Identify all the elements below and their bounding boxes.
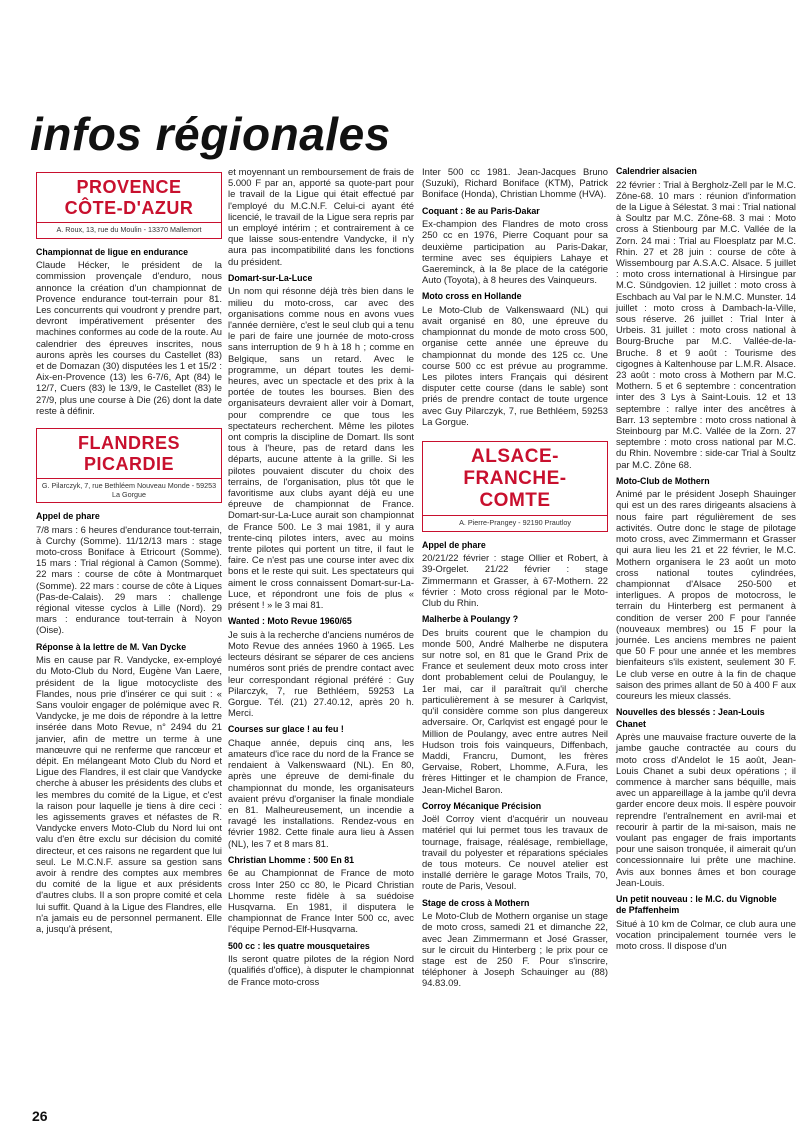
article-heading: Corroy Mécanique Précision [422,800,542,812]
article-heading: Courses sur glace ! au feu ! [228,724,344,736]
article-body: Chaque année, depuis cinq ans, les amateurs d'ice race du nord de la France se rendaient à Valkenswaard (NL). En 80, après une épreuve de demi-finale du championnat du monde, les organisateurs avaient prévu d'organiser la finale mondiale en 81. Malheureusement, un incendie a ravagé les installations. Rendez-vous en février 1982. Cette finale aura lieu à Assen (NL), les 7 et 8 mars 81. [228,736,414,849]
article-heading: Malherbe à Poulangy ? [422,614,519,626]
article-body: Inter 500 cc 1981. Jean-Jacques Bruno (Suzuki), Richard Boniface (KTM), Patrick Boniface (Honda), Christian Lhomme (HVA). [422,166,608,200]
article-body: et moyennant un remboursement de frais de 5.000 F par an, apporté sa quote-part pour le travail de la Ligue qui était effectué par l'employé du M.C.N.F. Celui-ci ayant été licencié, le travail de la Ligue sera repris par un employé intérim ; et contrairement à ce que laisse sous-entendre Vandycke, il n'y aura pas incompatibilité dans les fonctions du président. [228,166,414,267]
article-body: 7/8 mars : 6 heures d'endurance tout-terrain, à Curchy (Somme). 11/12/13 mars : stage moto-cross Boniface à Etricourt (Somme). 15 mars : Trial régional à Camon (Somme). 22 mars : course de côte à Montmarquet (Somme). 22 mars : course de côte à Liques (Pas-de-Calais). 29 mars : challenge régional vitesse cyclos à Lille (Nord). 29 mars : endurance tout-terrain à Noyon (Oise). [36,523,222,636]
column-3 [422,166,608,989]
region-box-alsace [422,441,608,532]
article-heading: 500 cc : les quatre mousquetaires [228,940,370,952]
region-title: CÔTE-D'AZUR [64,198,194,218]
region-title: FLANDRES [78,432,180,453]
region-title: PROVENCE [76,177,182,197]
article-body: Joël Corroy vient d'acquérir un nouveau matériel qui lui permet tous les travaux de tournage, fraisage, réalésage, rembiellage, travail du polyester et réparations spéciales de tous moteurs. Ce nouvel atelier est installé derrière le garage Motos Trails, 70, route de Paris, Vesoul. [422,813,608,892]
column-4 [616,166,796,952]
article-heading: Christian Lhomme : 500 En 81 [228,854,355,866]
article-body: Je suis à la recherche d'anciens numéros de Moto Revue des années 1960 à 1965. Les lecteurs désirant se séparer de ces anciens numéros sont priés de prendre contact avec leur correspondant régional préféré : Guy Pilarczyk, 7, rue Bethléem, 59253 La Gorgue. Tél. (21) 27.40.12, après 20 h. Merci. [228,628,414,719]
article-heading: Un petit nouveau : le M.C. du Vignoble de Pfaffenheim [616,893,777,917]
article-body: Après une mauvaise fracture ouverte de la jambe gauche contractée au cours du moto cross d'Andelot le 15 août, Jean-Louis Chanet a subi deux opérations ; il commence à marcher sans béquille, mais avec un appareillage à la jambe qu'il devra garder encore deux mois. Il espère pouvoir reprendre l'entraînement en avril-mai et recourir à partir de la mi-saison, mais ne voulant pas engager de frais importants pour une saison tronquée, il aimerait qu'un concessionnaire lui prête une machine. Avis aux bonnes âmes et bon courage Jean-Louis. [616,731,796,888]
article-body: Claude Hécker, le président de la commission provençale d'enduro, nous annonce la création d'un championnat de Provence endurance tout-terrain pour 81. Les concurrents qui voudront y prendre part, devront impérativement présenter des machines conformes au code de la route. Au calendrier des épreuves inscrites, nous aurons après les courses du Castellet (83) et de Domazan (30) disputées les 1 et 15/2 : Aix-en-Provence (13) les 6-7/6, Apt (84) le 12/7, Cuers (83) le 13/9, le Castellet (83) le 27/9, plus une course à Die (26) dont la date reste à définir. [36,259,222,416]
article-heading: Coquant : 8e au Paris-Dakar [422,205,540,217]
article-heading: Domart-sur-La-Luce [228,272,313,284]
article-heading: Appel de phare [422,539,486,551]
region-title: FRANCHE- [463,468,567,490]
article-body: Animé par le président Joseph Shauinger qui est un des rares dirigeants alsaciens à nous faire part régulièrement de ses activités. Outre donc le stage de pilotage moto cross, avec Zimmermann et Grasser qui aura lieu les 21 et 22 février, le M.C. Mothern organisera le 23 août un moto cross national toutes cylindrées, championnat d'Alsace 250-500 et interligues. A propos de motocross, le terrain du Hinterberg est permanent à condition de verser 200 F pour l'année (nouveaux membres) ou 15 F pour la journée. Les anciens membres ne paient que 50 F pour une année et les membres bienfaiteurs s'ils existent, seulement 30 F. Le club verse en outre à la fin de chaque saison des primes allant de 50 à 400 F aux coureurs les mieux classés. [616,488,796,701]
article-body: Le Moto-Club de Valkenswaard (NL) qui avait organisé en 80, une épreuve du championnat du monde de moto cross 500, organise cette année une épreuve du championnat du monde des 125 cc. Une course 500 cc est prévue au programme. Les pilotes inters Français qui désirent disputer cette course (dans le sable) sont priés de prendre contact de toute urgence avec Guy Pilarczyk, 7, rue Bethléem, 59253 La Gorgue. [422,303,608,427]
region-title: COMTE [479,490,551,512]
article-heading: Appel de phare [36,511,100,523]
article-body: 22 février : Trial à Bergholz-Zell par le M.C. Zône-68. 10 mars : réunion d'information de la Ligue à Sélestat. 3 mai : Trial national à Soultz par M.C. Zône-68. 3 mai : Moto cross à Stienbourg par M.C. Vallée de la Zorn. 24 mai : Trial au Floesplatz par M.C. Rhin. 27 et 28 juin : course de côte à Wissembourg par A.S.A.C. Alsace. 5 juillet : moto cross international à Hirsingue par M.C. Sündgovien. 12 juillet : moto cross à Eschbach au Val par le N.M.C. Munster. 14 juillet : moto cross à Dambach-la-Ville, sous réserve. 26 juillet : Trial Inter à Urbeis. 31 juillet : moto cross national à Bourg-Bruche par M.C. Vallée-de-la-Bruche. 8 et 9 août : Tourisme des cigognes à Kaltenhouse par L.M.R. Alsace. 23 août : moto cross à Mothern par M.C. Mothern. 5 et 6 septembre : concentration inter des 3 Lys à Saint-Louis. 12 et 13 septembre : rallye inter des ancêtres à Barr. 13 septembre : moto cross national à Steinbourg par M.C. Vallée de la Zorn. 27 septembre : moto cross national par M.C. du Rhin. Novembre : side-car Trial à Soultz par M.C. Zône 68. [616,178,796,470]
article-body: Des bruits courent que le champion du monde 500, André Malherbe ne disputera sur notre sol, en 81 que le Grand Prix de France et seulement deux moto cross inter dont probablement celui de Poulanguy, le 1er mai, car il paraîtrait qu'il cherche particulièrement à se mesurer à Carlqvist, qu'il considère comme son plus dangereux adversaire. Or, Carlqvist est engagé pour le Million de Poulangy, avec entre autres Neil Hudson trois fois vainqueurs, Diffenbach, Maddi, Francru, Dumont, les frères Gervaise, Robert, Lhomme, A.Fura, les frères Hittinger et le champion de France, Jean-Michel Baron. [422,626,608,795]
article-heading: Wanted : Moto Revue 1960/65 [228,616,352,628]
article-body: Ils seront quatre pilotes de la région Nord (qualifiés d'office), à disputer le championnat de France moto-cross [228,953,414,987]
region-title: ALSACE- [471,446,559,468]
region-box-flandres [36,428,222,503]
column-2 [228,166,414,987]
article-heading: Championnat de ligue en endurance [36,246,189,258]
article-heading: Nouvelles des blessés : Jean-Louis Chanet [616,707,765,730]
region-address: G. Pilarczyk, 7, rue Bethléem Nouveau Monde - 59253 La Gorgue [37,478,221,499]
article-body: Ex-champion des Flandres de moto cross 250 cc en 1976, Pierre Coquant pour sa deuxième participation au Paris-Dakar, termine avec ses équipiers Lahaye et Gaereminck, à la 8e place de la catégorie Auto (Toyota), à 8 heures des Vainqueurs. [422,218,608,286]
article-body: 20/21/22 février : stage Ollier et Robert, à 39-Orgelet. 21/22 février : stage Zimmermann et Grasser, à 67-Mothern. 22 février : Moto cross régional par le Moto-Club du Rhin. [422,552,608,608]
region-box-provence [36,172,222,239]
region-title: PICARDIE [83,453,174,474]
page-number: 26 [32,1108,48,1124]
article-heading: Calendrier alsacien [616,166,697,177]
article-heading: Moto-Club de Mothern [616,475,710,487]
article-heading: Moto cross en Hollande [422,291,522,303]
page-masthead: infos régionales [30,108,391,160]
article-body: Mis en cause par R. Vandycke, ex-employé du Moto-Club du Nord, Eugène Van Laere, président de la ligue motocycliste des Flandes, nous prie d'insérer ce qui suit : « Sans vouloir engager de polémique avec R. Vandycke, je me dois de répondre à la lettre insérée dans Moto Revue, n° 2494 du 21 janvier, afin de mettre un terme à une manœuvre qui ne renferme que rancœur et dépit. En mélangeant Moto Club du Nord et Ligue des Flandres, il est clair que Vandycke cherche à abuser les présidents des clubs et les membres du comité de la Ligue, et c'est la raison pour laquelle je tiens à dire ceci : les agissements graves et néfastes de R. Vandycke envers Moto-Club du Nord lui ont valu d'en être exclu sur décision du comité directeur, et ces raisons ne regardent que lui seul. Le M.C.N.F. assure sa gestion sans avoir à rendre des comptes aux membres du comité de la ligue et aux présidents d'autres clubs. Il a son propre comité et cela lui suffit. Quand à la Ligue des Flandres, elle n'a jamais eu de personnel permanent. Elle a, jusqu'à présent, [36,654,222,935]
column-1 [36,166,222,934]
article-body: Situé à 10 km de Colmar, ce club aura une vocation principalement tournée vers le moto cross. Il dispose d'un [616,917,796,952]
article-body: Le Moto-Club de Mothern organise un stage de moto cross, samedi 21 et dimanche 22, avec Jean Zimmermann et José Grasser, sur le circuit du Hinterberg ; le prix pour ce stage est de 250 F. Pour s'inscrire, téléphoner à Joseph Schauinger au (88) 94.83.09. [422,910,608,989]
article-body: Un nom qui résonne déjà très bien dans le milieu du moto-cross, car avec des organisations comme nous en avons vues l'année dernière, c'est le seul club qui a tenu le pari de faire une journée de moto-cross sans interruption de 9 h à 18 h ; comme en Belgique, sans un retard. Avec le programme, un départ toutes les demi-heures, avec un spectacle et des prix à la portée de toutes les bourses. Bien des organisateurs devraient aller voir à Domart, pour comprendre ce que tous les spectateurs recherchent. Même les pilotes ont compris la discipline de Domart. Ils sont tous à l'heure, pas de retard dans les départs, aucune attente à la grille. Si les pilotes pouvaient discuter du choix des terrains, de l'organisation, plus tôt que le favoritisme aux clubs ayant déjà eu une épreuve de championnat de France. Domart-sur-La-Luce aurait son championnat de France 500. Le 3 mai 1981, il y aura trente-cinq pilotes inters, avec au moins trente pilotes qui portent un titre, il faut le faire. Ce n'est pas une course inter avec dix bons et le reste qui suit. Les spectateurs qui aiment le cross connaissent Domart-sur-La-Luce, et répondront une fois de plus « présent ! » le 3 mai 81. [228,285,414,611]
article-body: 6e au Championnat de France de moto cross Inter 250 cc 80, le Picard Christian Lhomme reste fidèle à sa suédoise Husqvarna. En 1981, il disputera le championnat de France Inter 500 cc, avec l'équipe Pernod-Elf-Husqvarna. [228,867,414,935]
article-heading: Réponse à la lettre de M. Van Dycke [36,641,187,653]
region-address: A. Roux, 13, rue du Moulin - 13370 Mallemort [37,222,221,235]
region-address: A. Pierre-Prangey - 92190 Prautloy [423,515,607,528]
article-heading: Stage de cross à Mothern [422,897,530,909]
